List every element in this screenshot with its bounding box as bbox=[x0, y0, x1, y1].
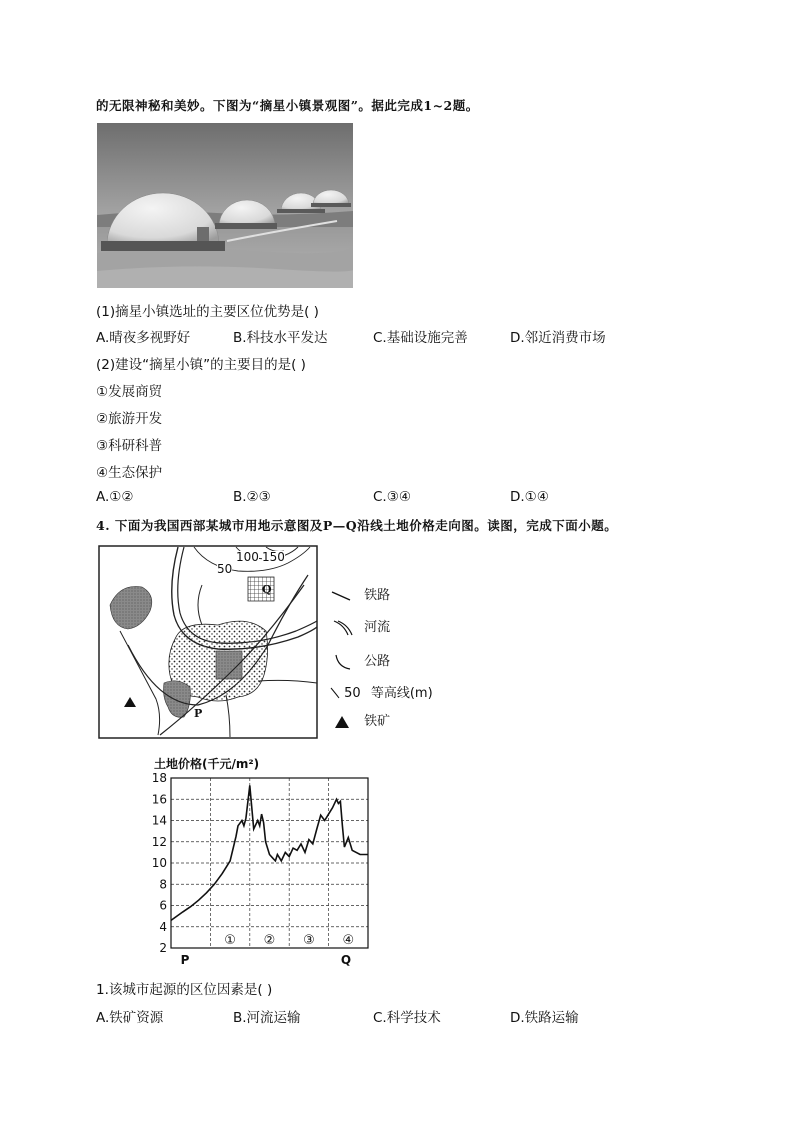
y-tick-label: 12 bbox=[151, 834, 167, 849]
iron-mine-icon bbox=[330, 715, 354, 729]
option-d[interactable]: D.①④ bbox=[510, 489, 549, 505]
option-b[interactable]: B.②③ bbox=[233, 489, 271, 505]
y-tick-label: 6 bbox=[159, 898, 167, 913]
legend-river: 河流 bbox=[330, 616, 390, 637]
option-a[interactable]: A.铁矿资源 bbox=[96, 1010, 164, 1026]
y-tick-label: 16 bbox=[151, 792, 167, 807]
contour-label-100: 100 bbox=[236, 550, 259, 564]
option-c[interactable]: C.科学技术 bbox=[373, 1010, 441, 1026]
chart-title: 土地价格(千元/m²) bbox=[154, 757, 260, 771]
point-p-label: P bbox=[194, 707, 203, 720]
x-endpoint-label: P bbox=[180, 953, 190, 967]
zone-label: ① bbox=[224, 933, 236, 948]
contour-label-50: 50 bbox=[217, 562, 233, 576]
y-tick-label: 14 bbox=[151, 813, 167, 828]
dome-town-photo bbox=[97, 123, 353, 288]
river-icon bbox=[330, 619, 354, 637]
option-a[interactable]: A.晴夜多视野好 bbox=[96, 330, 191, 346]
option-d[interactable]: D.邻近消费市场 bbox=[510, 330, 606, 346]
map-legend bbox=[330, 578, 460, 728]
y-tick-label: 8 bbox=[159, 877, 167, 892]
y-tick-label: 10 bbox=[151, 856, 167, 870]
question-1-stem: (1)摘星小镇选址的主要区位优势是( ) bbox=[96, 304, 319, 320]
question-2-item-3: ③科研科普 bbox=[96, 438, 163, 454]
zone-label: ② bbox=[263, 933, 276, 948]
intro-text: 的无限神秘和美妙。下图为“摘星小镇景观图”。据此完成1~2题。 bbox=[96, 98, 479, 113]
x-endpoint-label: Q bbox=[340, 953, 352, 967]
contour-label-150: 150 bbox=[262, 550, 285, 564]
y-tick-label: 2 bbox=[159, 941, 167, 955]
y-tick-label: 4 bbox=[159, 919, 167, 934]
question-4-1-stem: 1.该城市起源的区位因素是( ) bbox=[96, 982, 273, 998]
legend-iron-mine: 铁矿 bbox=[330, 710, 390, 729]
option-a[interactable]: A.①② bbox=[96, 489, 134, 505]
y-tick-label: 18 bbox=[151, 771, 167, 785]
option-d[interactable]: D.铁路运输 bbox=[510, 1010, 579, 1026]
question-4-intro: 4. 下面为我国西部某城市用地示意图及P—Q沿线土地价格走向图。读图，完成下面小题。 bbox=[96, 518, 618, 533]
city-land-use-map bbox=[98, 545, 318, 739]
question-2-item-4: ④生态保护 bbox=[96, 465, 163, 481]
question-2-item-2: ②旅游开发 bbox=[96, 411, 163, 427]
legend-road: 公路 bbox=[330, 650, 390, 671]
option-c[interactable]: C.基础设施完善 bbox=[373, 330, 468, 346]
point-q-label: Q bbox=[262, 583, 272, 596]
zone-label: ④ bbox=[342, 933, 355, 948]
option-b[interactable]: B.河流运输 bbox=[233, 1010, 301, 1026]
land-price-chart bbox=[140, 754, 380, 970]
railway-icon bbox=[330, 589, 354, 603]
question-2-stem: (2)建设“摘星小镇”的主要目的是( ) bbox=[96, 357, 306, 373]
contour-icon bbox=[330, 686, 340, 702]
road-icon bbox=[330, 653, 354, 671]
option-c[interactable]: C.③④ bbox=[373, 489, 411, 505]
land-price-line bbox=[171, 785, 368, 920]
legend-contour: 50 等高线(m) bbox=[330, 682, 433, 702]
question-2-item-1: ①发展商贸 bbox=[96, 384, 163, 400]
option-b[interactable]: B.科技水平发达 bbox=[233, 330, 328, 346]
legend-railway: 铁路 bbox=[330, 584, 390, 603]
zone-label: ③ bbox=[303, 933, 315, 948]
